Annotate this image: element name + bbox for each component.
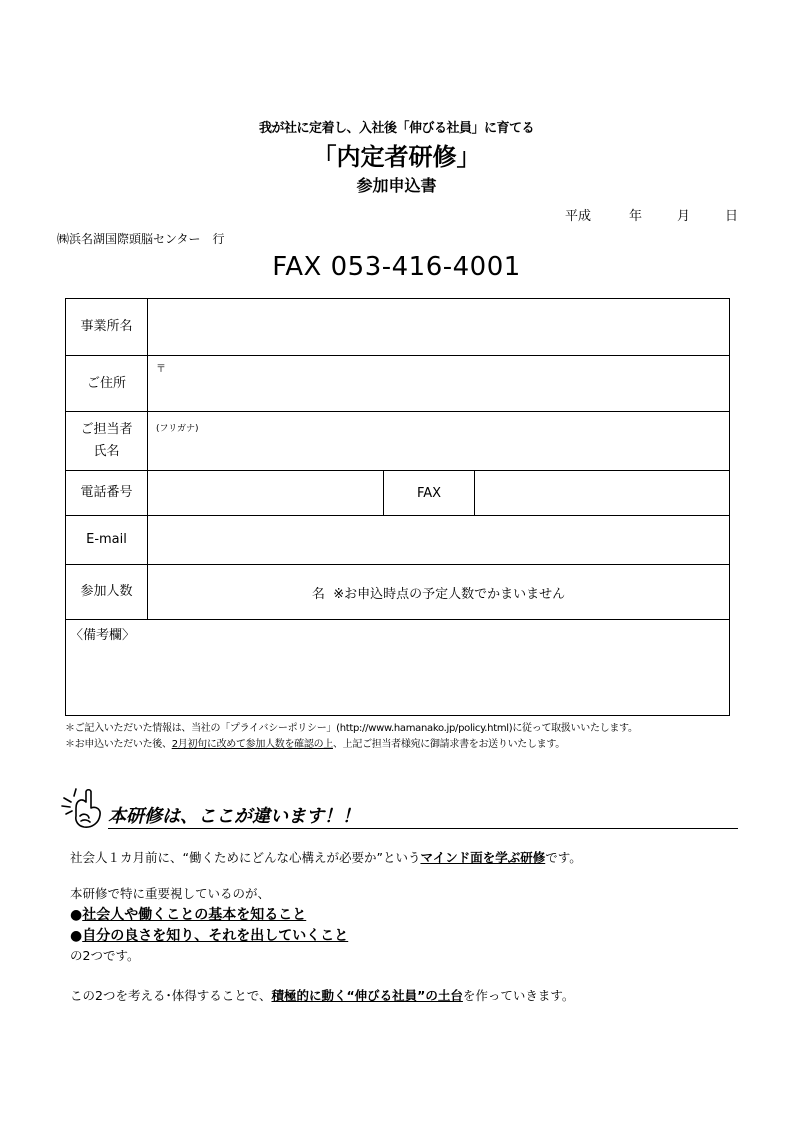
fax-field[interactable] [475,471,730,516]
contact-label-line2: 氏名 [93,444,120,459]
form-title: 「内定者研修」 [312,143,481,171]
bullet-1-text: 社会人や働くことの基本を知ること [82,907,307,923]
section-divider [108,828,738,829]
footnote-invoice-a: ＊お申込いただいた後、 [65,739,172,750]
date-line [565,205,738,224]
footnote-invoice [65,735,565,750]
remarks-field[interactable] [66,620,730,716]
date-day: 日 [724,209,738,224]
body-line-1 [70,848,582,866]
body-line-2: 本研修で特に重要視しているのが、 [70,886,271,901]
remarks-label: 〈備考欄〉 [70,628,136,643]
body-line-4b: を作っていきます。 [462,988,575,1003]
addressee: ㈱浜名湖国際頭脳センター 行 [57,232,225,246]
address-label: ご住所 [66,356,148,412]
row-remarks [66,620,730,716]
section-heading [60,788,738,832]
participants-note: ※お申込時点の予定人数でかまいません [333,586,566,602]
body-line-1b: です。 [545,850,582,865]
date-era: 平成 [564,209,591,224]
phone-label: 電話番号 [66,471,148,516]
email-field[interactable] [148,516,730,565]
body-line-4 [70,986,574,1004]
bullet-2-text: 自分の良さを知り、それを出していくこと [82,928,349,944]
email-label: E-mail [66,516,148,565]
application-form [65,298,730,716]
phone-field[interactable] [148,471,384,516]
contact-label [66,412,148,471]
bullet-2: ●自分の良さを知り、それを出していくこと [70,928,349,944]
body-line-4a: この2つを考える･体得することで、 [70,988,272,1003]
body-line-4-underline: 積極的に動く“伸びる社員”の土台 [271,988,463,1003]
participants-unit: 名 [311,586,325,602]
footnote-privacy: ＊ご記入いただいた情報は、当社の「プライバシーポリシー」(http://www.hamanako.jp/policy.html)に従って取扱いいたします。 [65,723,638,734]
fax-label: FAX [384,471,475,516]
date-month: 月 [676,209,690,224]
row-address [66,356,730,412]
date-year: 年 [628,209,642,224]
form-name: 参加申込書 [356,176,437,195]
participants-label: 参加人数 [66,565,148,620]
body-line-3: の2つです。 [70,948,140,963]
row-contact [66,412,730,471]
footnote-invoice-underline: 2月初旬に改めて参加人数を確認の上 [171,739,333,750]
row-phone [66,471,730,516]
contact-label-line1: ご担当者 [80,422,133,437]
bullet-1: ●社会人や働くことの基本を知ること [70,907,307,923]
participants-field[interactable] [148,565,730,620]
contact-field[interactable] [148,412,730,471]
form-subtitle: 我が社に定着し、入社後「伸びる社員」に育てる [258,121,534,136]
row-company [66,299,730,356]
address-field[interactable] [148,356,730,412]
company-label: 事業所名 [66,299,148,356]
pointing-hand-icon [60,788,106,832]
section-title: 本研修は、ここが違います！！ [108,806,360,827]
body-line-1a: 社会人１カ月前に、“働くためにどんな心構えが必要か”という [70,850,421,865]
body-line-1-underline: マインド面を学ぶ研修 [420,850,546,865]
company-field[interactable] [148,299,730,356]
postal-mark: 〒 [156,363,166,375]
footnote-invoice-b: 、上記ご担当者様宛に御請求書をお送りいたします。 [332,739,565,750]
furigana-note: (フリガナ) [156,423,199,434]
row-email [66,516,730,565]
row-participants [66,565,730,620]
fax-number: FAX 053-416-4001 [272,252,521,282]
